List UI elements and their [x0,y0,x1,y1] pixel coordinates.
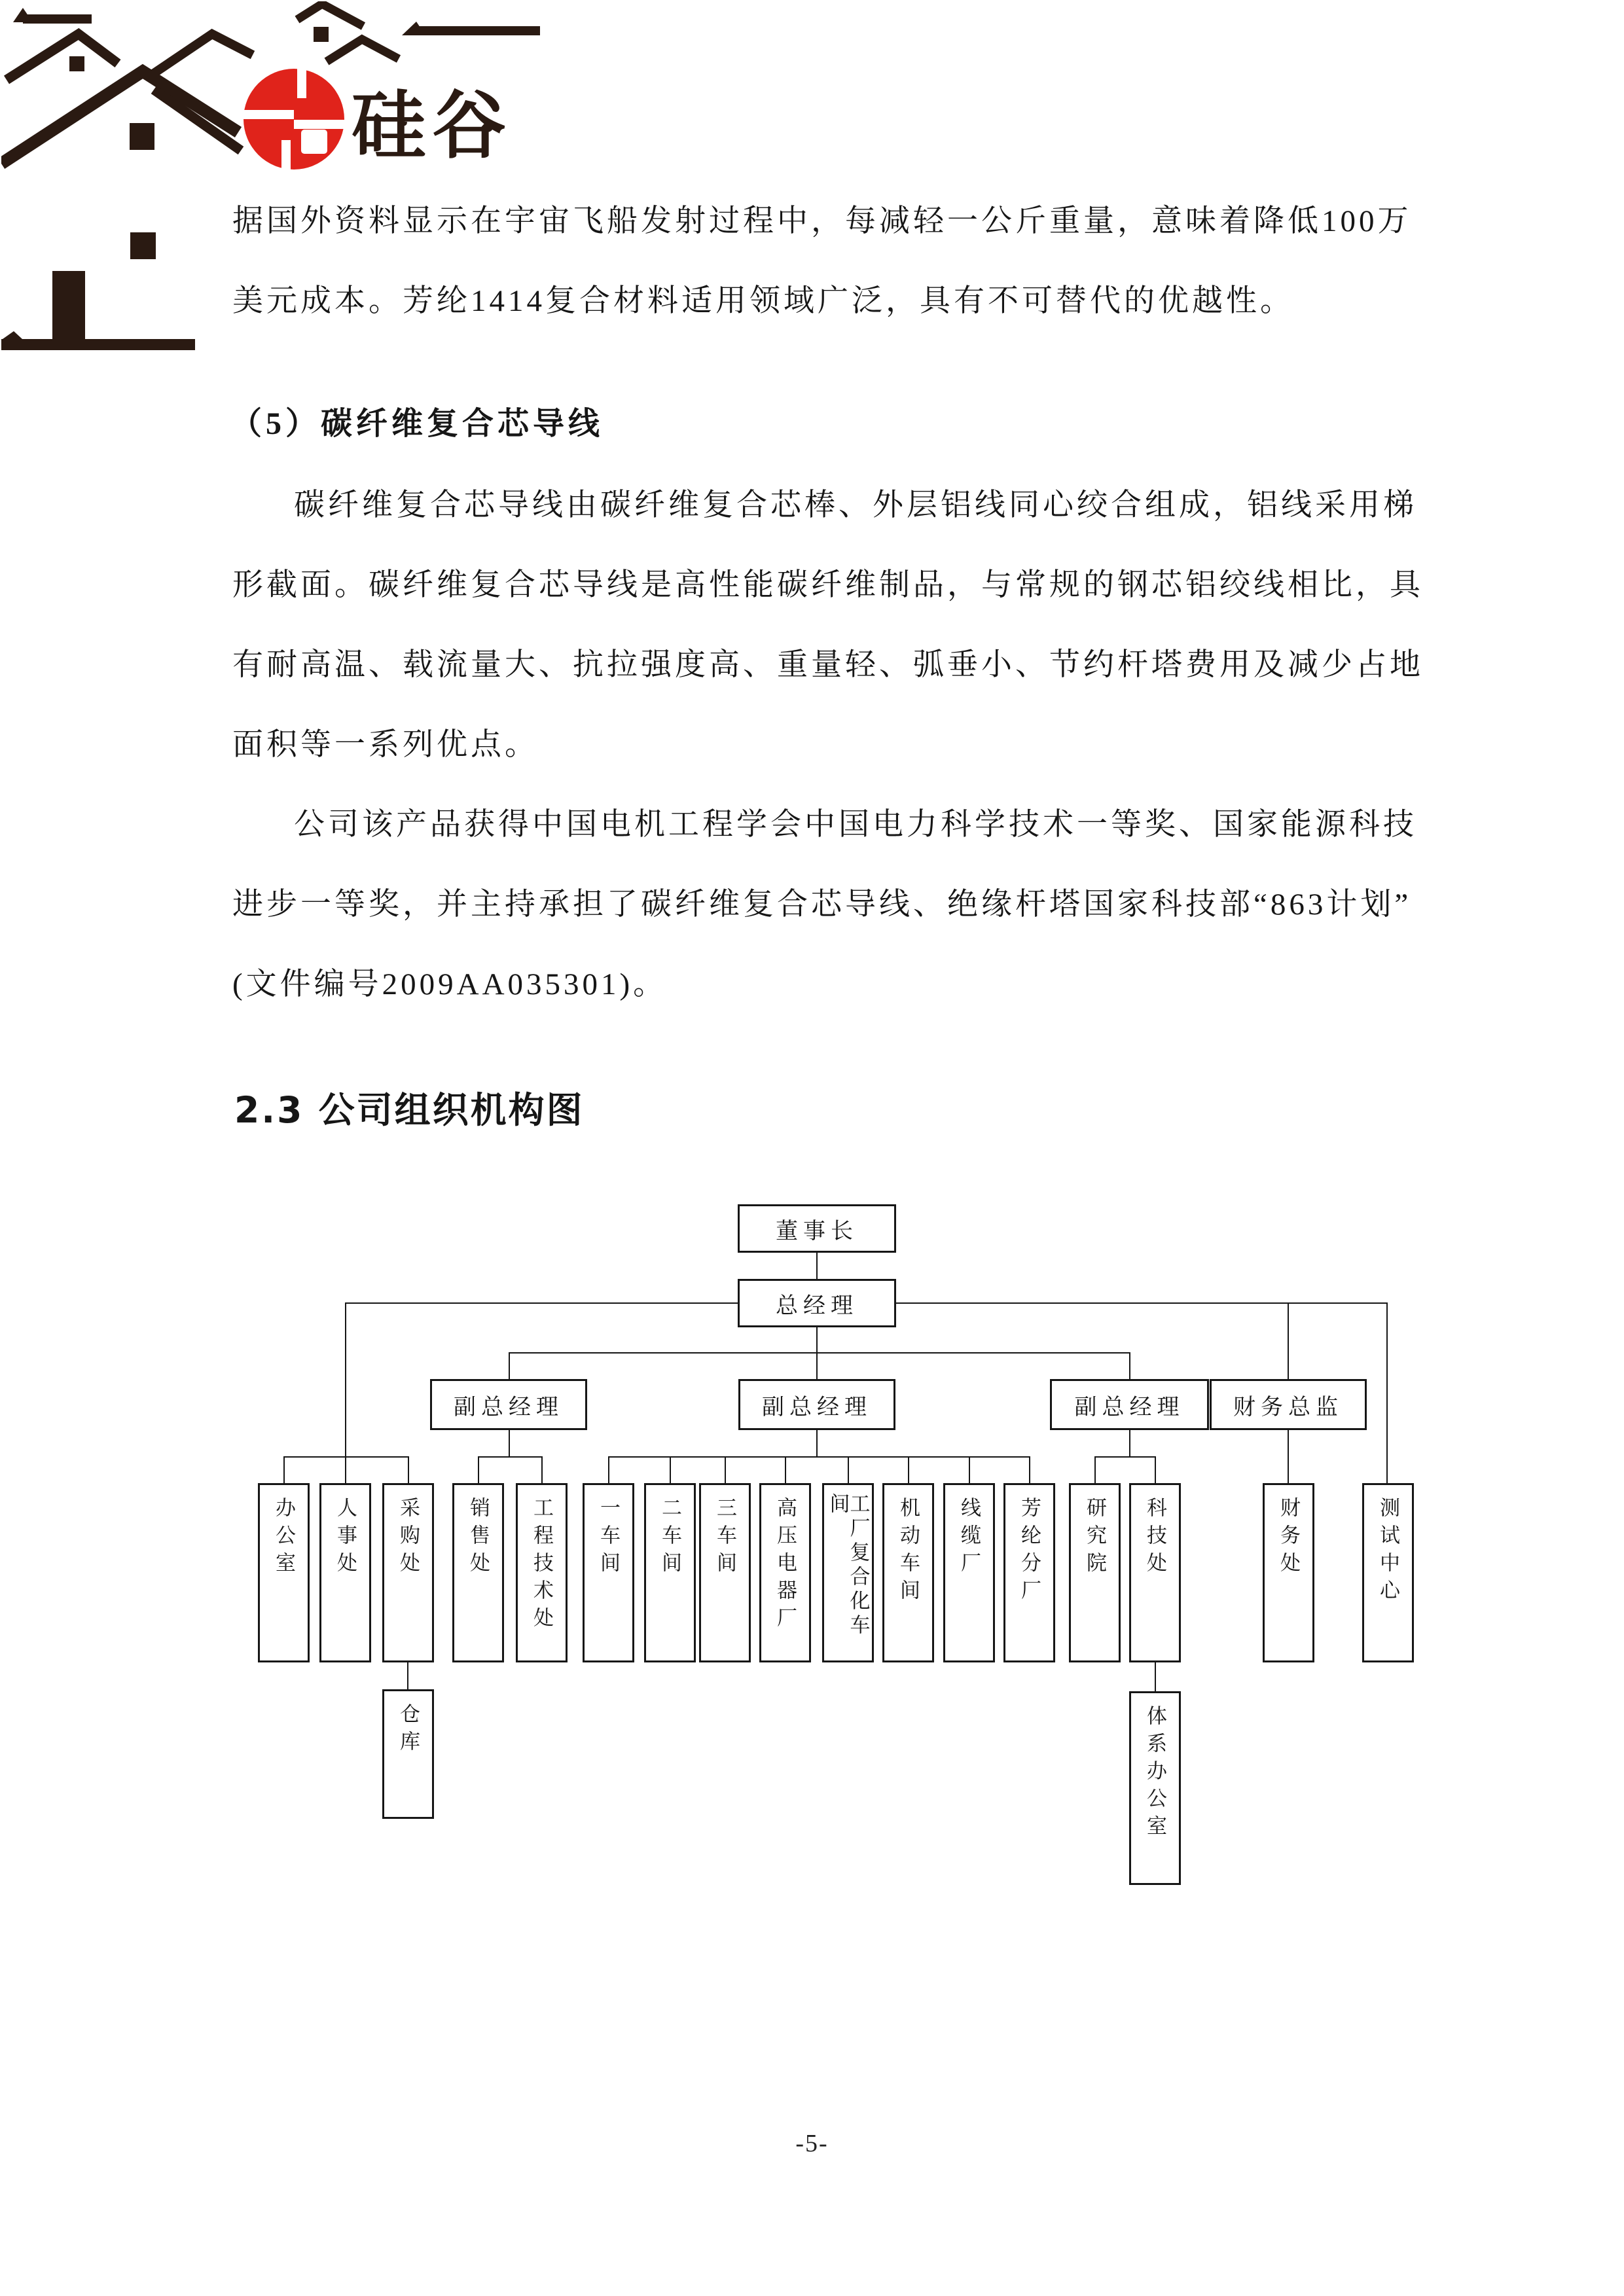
section-2-3-heading: 2.3 公司组织机构图 [234,1089,585,1131]
org-box-label: 三车间 [713,1497,736,1579]
org-box-department [882,1483,934,1662]
org-connector [608,1456,1030,1458]
paragraph-line: 有耐高温、载流量大、抗拉强度高、重量轻、弧垂小、节约杆塔费用及减少占地 [232,648,1424,682]
org-box-label: 销售处 [467,1497,490,1579]
org-connector [608,1456,609,1483]
org-box-label: 副总经理 [1074,1395,1185,1420]
org-box-department [1362,1483,1414,1662]
org-box-label: 工程技术处 [530,1497,553,1634]
org-box-department [699,1483,751,1662]
org-connector [509,1352,1130,1354]
org-connector [670,1456,671,1483]
org-connector [345,1302,738,1304]
paragraph-line: 美元成本。芳纶1414复合材料适用领域广泛，具有不可替代的优越性。 [232,284,1294,318]
org-connector [478,1456,479,1483]
org-connector [816,1327,818,1352]
org-connector [1094,1456,1156,1458]
org-box-department [319,1483,371,1662]
org-box-department [452,1483,504,1662]
org-connector [1094,1456,1096,1483]
org-connector [896,1302,1388,1304]
paragraph-line: 形截面。碳纤维复合芯导线是高性能碳纤维制品，与常规的钢芯铝绞线相比，具 [232,568,1424,602]
org-box-label: 测试中心 [1377,1497,1399,1607]
org-connector [725,1456,726,1483]
org-connector [1129,1352,1130,1379]
org-connector [478,1456,542,1458]
org-box-label: 财务总监 [1233,1395,1343,1420]
org-box-sub-department [382,1689,434,1819]
org-box-department [644,1483,696,1662]
org-box-department [1129,1483,1181,1662]
org-box-department [1069,1483,1121,1662]
org-box-label: 董事长 [776,1219,858,1244]
org-box-label: 机动车间 [897,1497,920,1607]
org-box-label: 高压电器厂 [774,1497,797,1634]
org-connector [407,1662,408,1689]
org-connector [816,1253,818,1279]
org-box-label: 二车间 [659,1497,681,1579]
org-box-label: 体系办公室 [1144,1705,1166,1842]
org-box-department [1003,1483,1055,1662]
org-box-label: 财务处 [1277,1497,1300,1579]
org-box-label: 采购处 [397,1497,420,1579]
org-box-deputy-gm-3 [1050,1379,1209,1430]
org-connector [785,1456,786,1483]
org-box-label: 工厂复合化车间 [826,1493,870,1638]
org-connector [848,1456,849,1483]
org-box-department [822,1483,874,1662]
org-box-label: 科技处 [1144,1497,1166,1579]
org-connector [816,1430,818,1456]
section-5-heading: （5）碳纤维复合芯导线 [230,406,604,441]
org-connector [1155,1456,1156,1483]
logo-s-icon [241,67,347,171]
org-box-department [382,1483,434,1662]
org-box-chairman [738,1204,896,1253]
org-box-deputy-gm-2 [738,1379,895,1430]
org-connector [509,1352,510,1379]
org-connector [1288,1302,1289,1379]
org-connector [345,1302,346,1456]
org-connector [509,1430,510,1456]
org-box-label: 人事处 [334,1497,357,1579]
org-box-label: 一车间 [597,1497,620,1579]
org-box-label: 线缆厂 [958,1497,981,1579]
org-box-general-manager [738,1279,896,1327]
org-connector [345,1456,346,1483]
paragraph-line: 据国外资料显示在宇宙飞船发射过程中，每减轻一公斤重量，意味着降低100万 [232,204,1412,238]
paragraph-line: 公司该产品获得中国电机工程学会中国电力科学技术一等奖、国家能源科技 [294,808,1417,842]
org-box-label: 仓库 [397,1703,420,1758]
org-connector [908,1456,909,1483]
org-box-department [583,1483,634,1662]
org-box-sub-department [1129,1691,1181,1885]
org-box-department [258,1483,310,1662]
org-connector [1029,1456,1030,1483]
org-connector [283,1456,409,1458]
org-connector [1155,1662,1156,1691]
org-box-deputy-gm-1 [430,1379,587,1430]
org-connector [816,1352,818,1379]
page-number: -5- [795,2130,829,2157]
org-connector [541,1456,543,1483]
org-connector [1288,1430,1289,1483]
org-box-cfo [1210,1379,1367,1430]
org-box-label: 副总经理 [762,1395,872,1420]
paragraph-line: 进步一等奖，并主持承担了碳纤维复合芯导线、绝缘杆塔国家科技部“863计划” [232,888,1412,922]
org-connector [1386,1302,1388,1483]
org-connector [969,1456,970,1483]
paragraph-line: 碳纤维复合芯导线由碳纤维复合芯棒、外层铝线同心绞合组成，铝线采用梯 [294,488,1417,522]
org-box-department [759,1483,811,1662]
org-box-label: 办公室 [272,1497,295,1579]
logo-text: 硅谷 [352,82,513,169]
org-connector [1129,1430,1130,1456]
org-connector [283,1456,285,1483]
org-box-department [1263,1483,1314,1662]
paragraph-line: 面积等一系列优点。 [232,728,539,762]
org-box-label: 总经理 [776,1293,858,1318]
org-box-label: 研究院 [1083,1497,1106,1579]
org-box-department [943,1483,995,1662]
org-box-label: 芳纶分厂 [1018,1497,1041,1607]
org-box-label: 副总经理 [454,1395,564,1420]
org-box-department [516,1483,568,1662]
org-connector [408,1456,409,1483]
paragraph-line: (文件编号2009AA035301)。 [232,967,668,1001]
